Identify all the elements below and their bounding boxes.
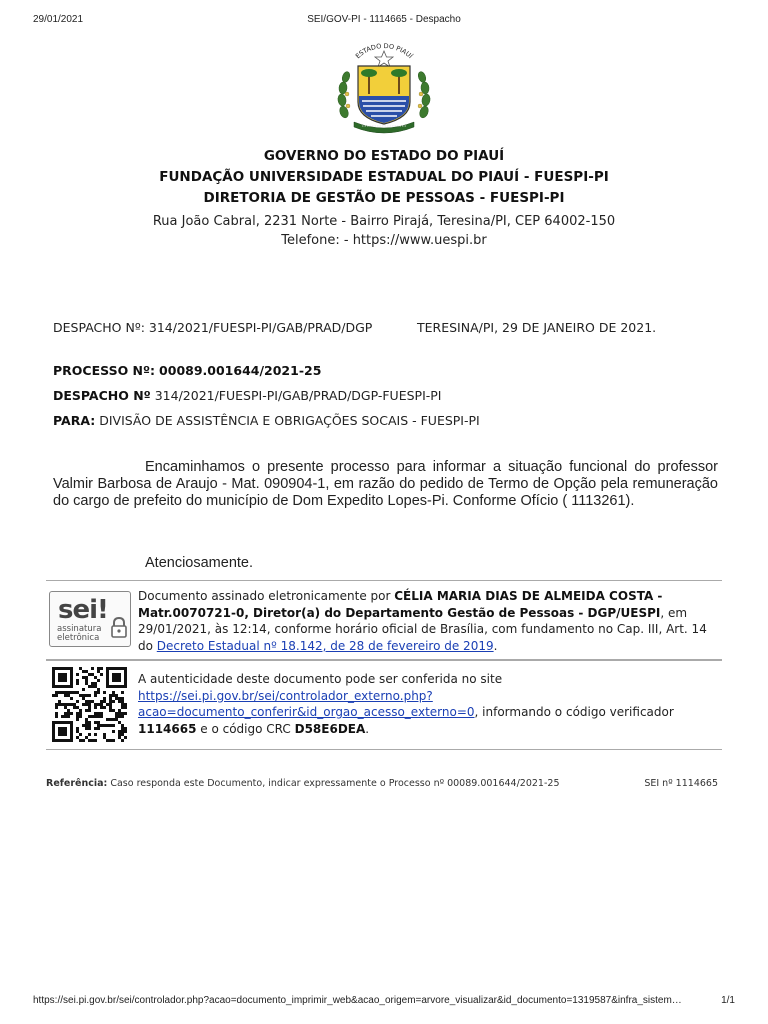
print-header [33,14,735,30]
decree-link[interactable]: Decreto Estadual nº 18.142, de 28 de fevereiro de 2019 [156,638,494,653]
para-value: DIVISÃO DE ASSISTÊNCIA E OBRIGAÇÕES SOCAIS - FUESPI-PI [99,413,480,428]
body-paragraph-block [53,459,718,510]
processo-value: 00089.001644/2021-25 [159,363,322,378]
para-label: PARA: [53,413,96,428]
closing: Atenciosamente. [145,555,254,571]
reference-line [46,778,718,789]
despacho-meta-label: DESPACHO Nº [53,388,151,403]
despacho-meta-line [53,388,728,403]
reference-text: Caso responda este Documento, indicar expressamente o Processo nº 00089.001644/2021-25 [107,778,560,789]
print-date: 29/01/2021 [33,14,84,25]
state-coat-of-arms-icon [332,38,436,140]
authenticity-box [46,660,722,750]
qr-code-icon [49,666,131,744]
header-block [0,146,768,250]
sei-signature-logo [49,591,131,647]
print-footer [33,995,735,1006]
authenticity-text: A autenticidade deste documento pode ser conferida no site https://sei.pi.gov.br/sei/controlador_externo.php?acao=documento_conferir&id_orgao_acesso_externo=0, informando o código verificador 1114665 e o código CRC D58E6DEA. [138,672,674,736]
sei-logo-subtitle: assinatura eletrônica [57,624,102,643]
header-phone: Telefone: - https://www.uespi.br [281,233,487,248]
reference-sei-number: SEI nº 1114665 [644,778,718,789]
processo-label: PROCESSO Nº: [53,363,156,378]
despacho-date: TERESINA/PI, 29 DE JANEIRO DE 2021. [417,320,657,335]
despacho-line [53,320,728,335]
header-line-government: GOVERNO DO ESTADO DO PIAUÍ [263,148,505,164]
lock-icon [110,616,128,638]
signature-box [46,580,722,660]
signature-text: Documento assinado eletronicamente por CÉLIA MARIA DIAS DE ALMEIDA COSTA - Matr.0070721-0, Diretor(a) do Departamento Gestão de Pessoas - DGP/UESPI, em 29/01/2021, às 12:14, conforme horário oficial de Brasília, com fundamento no Cap. III, Art. 14 do Decreto Estadual nº 18.142, de 28 de fevereiro de 2019. [138,589,707,653]
sei-logo-word: sei! [58,595,108,625]
print-page-number: 1/1 [721,995,735,1006]
header-line-foundation: FUNDAÇÃO UNIVERSIDADE ESTADUAL DO PIAUÍ - FUESPI-PI [159,169,609,185]
verifier-code: 1114665 [138,721,197,736]
emblem-arc-text: ESTADO DO PIAUÍ [353,42,415,61]
print-title: SEI/GOV-PI - 1114665 - Despacho [307,14,461,25]
body-paragraph: Encaminhamos o presente processo para informar a situação funcional do professor Valmir Barbosa de Araujo - Mat. 090904-1, em razão do pedido de Termo de Opção pela remuneração do cargo de prefeito do município de Dom Expedito Lopes-Pi. Conforme Ofício ( 1113261). [53,459,718,509]
authenticity-link[interactable]: https://sei.pi.gov.br/sei/controlador_externo.php?acao=documento_conferir&id_orgao_acesso_externo=0 [138,688,475,719]
despacho-meta-value: 314/2021/FUESPI-PI/GAB/PRAD/DGP-FUESPI-PI [154,388,442,403]
processo-line [53,363,728,378]
para-line [53,413,728,428]
signer-name: CÉLIA MARIA DIAS DE ALMEIDA COSTA - Matr.0070721-0, Diretor(a) do Departamento Gestão de Pessoas - DGP/UESPI [138,589,663,620]
print-url: https://sei.pi.gov.br/sei/controlador.php?acao=documento_imprimir_web&acao_origem=arvore_visualizar&id_documento=1319587&infra_sistem… [33,995,682,1006]
despacho-number: DESPACHO Nº: 314/2021/FUESPI-PI/GAB/PRAD/DGP [53,320,373,335]
crc-code: D58E6DEA [294,721,366,736]
reference-label: Referência: [46,778,108,789]
header-address: Rua João Cabral, 2231 Norte - Bairro Pirajá, Teresina/PI, CEP 64002-150 [152,214,616,229]
header-line-directorate: DIRETORIA DE GESTÃO DE PESSOAS - FUESPI-PI [203,190,565,206]
